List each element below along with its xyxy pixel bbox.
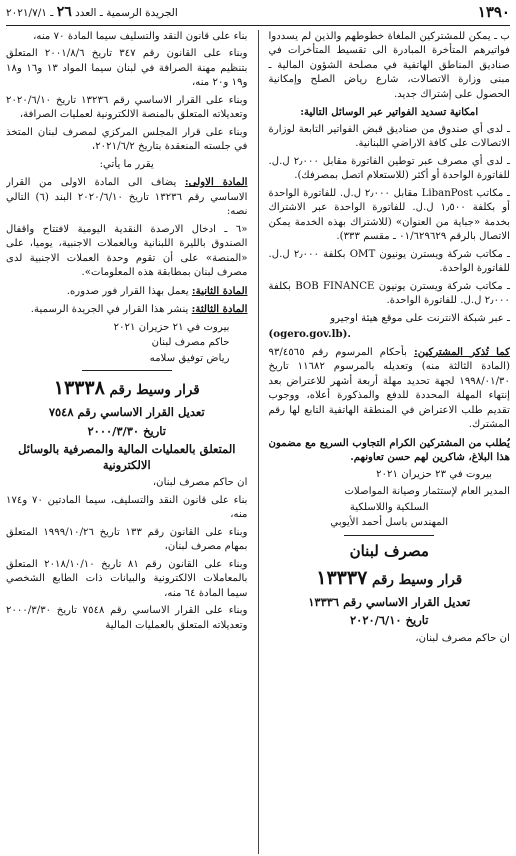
signature-title: السلكية واللاسلكية xyxy=(349,501,429,513)
article-3 xyxy=(6,302,248,317)
left-column xyxy=(6,30,248,854)
signature-name: المهندس باسل أحمد الأيوبي xyxy=(330,517,449,529)
website-link: (ogero.gov.lb). xyxy=(268,328,351,341)
quoted-clause: «٦ ـ ادخال الارصدة النقدية اليومية لافتتاح واقفال الصندوق بالليرة اللبنانية وبالعملات الاجنبية، يوميا، على «المنصة» على أن تقوم وحدة العملات الاجنبية لدى مصرف لبنان بمطابقة هذه المعلومات». xyxy=(6,223,248,279)
article-label: المادة الاولى: xyxy=(184,176,248,189)
article-label: المادة الثالثة: xyxy=(191,303,248,316)
paragraph: وبناء على القانون رقم ٨١ تاريخ ٢٠١٨/١٠/١٠ المتعلق بالمعاملات الالكترونية والبيانات ذات الطابع الشخصي سيما المادة ٦٤ منه، xyxy=(6,558,248,599)
signature-name: رياض توفيق سلامه xyxy=(149,352,230,364)
paragraph: وبناء على قرار المجلس المركزي لمصرف لبنان المتخذ في جلسته المنعقدة بتاريخ ٢٠٢١/٦/٢، xyxy=(6,126,248,153)
paragraph: وبناء على القانون رقم ١٣٣ تاريخ ١٩٩٩/١٠/٢٦ المتعلق بمهام مصرف لبنان، xyxy=(6,526,248,553)
decides-line: يقرر ما يأتي: xyxy=(99,158,154,170)
bank-title: مصرف لبنان xyxy=(349,541,429,560)
issue-date: ـ ٢٠٢١/٧/١ xyxy=(6,7,54,20)
list-item: ـ مكاتب شركة ويسترن يونيون OMT بكلفة ٢٫٠٠٠ ل.ل. للفاتورة الواحدة. xyxy=(268,248,510,275)
list-item: ـ لدى أي مصرف عبر توطين الفاتورة مقابل ٢٫٠٠٠ ل.ل. للفاتورة الواحدة أو أكثر (للاستعلام اتصل بمصرفك). xyxy=(268,155,510,182)
paragraph: ب ـ يمكن للمشتركين الملغاة خطوطهم والذين لم يسددوا فواتيرهم المتأخرة المبادرة الى تقسيط المتأخرات في صناديق المناطق الهاتفية في مصلحة الشؤون المالية ـ مبنى وزارة الاتصالات، شارع رياض الصلح وإمكانية الحصول على إشتراك جديد. xyxy=(268,31,510,100)
paragraph: ان حاكم مصرف لبنان، xyxy=(152,477,248,489)
section-heading: امكانية تسديد الفواتير عبر الوسائل التالية: xyxy=(300,106,479,119)
page-header xyxy=(6,4,510,26)
decision-prefix: قرار وسيط رقم xyxy=(109,382,200,399)
article-body: يضاف الى المادة الاولى من القرار الاساسي رقم ١٣٢٣٦ تاريخ ٢٠٢٠/٦/١٠ البند (٦) التالي نصه: xyxy=(6,177,248,218)
reminder-paragraph xyxy=(268,345,510,433)
column-divider xyxy=(258,30,259,854)
decision-date: تاريخ ٢٠٢٠/٦/١٠ xyxy=(349,613,429,628)
issue-number: ٢٦ xyxy=(56,4,72,21)
gazette-title xyxy=(6,3,178,23)
paragraph: بناء على قانون النقد والتسليف سيما المادة ٧٠ منه، xyxy=(33,31,248,42)
page-number: ١٣٩٠ xyxy=(477,2,510,21)
decision-amend: تعديل القرار الاساسي رقم ٧٥٤٨ xyxy=(48,405,205,420)
article-body: يعمل بهذا القرار فور صدوره. xyxy=(66,285,192,297)
decision-date: تاريخ ٢٠٠٠/٣/٣٠ xyxy=(87,423,166,438)
reminder-body: بأحكام المرسوم رقم ٩٣/٤٥٦٥ (المادة الثالثة منه) وتعديله بالمرسوم ١١٦٨٢ تاريخ ١٩٩٨/٠١/٣٠ لجهة تحديد مهلة أربعة أشهر للاعتراض بعد إنتهاء المهلة المحددة للدفع والمذكورة أعلاه، ووجوب تقديم طلب الاعتراض في المنطقة الهاتفية التابع لها رقم المشترك. xyxy=(268,346,510,431)
decision-number: ١٣٣٣٨ xyxy=(53,377,105,400)
article-2 xyxy=(6,284,248,299)
gazette-title-prefix: الجريدة الرسمية ـ العدد xyxy=(75,7,178,20)
decision-title xyxy=(6,375,248,402)
list-item: ـ لدى أي صندوق من صناديق قبض الفواتير التابعة لوزارة الاتصالات على كافة الاراضي اللبنانية. xyxy=(268,123,510,150)
place-date: بيروت في ٢١ حزيران ٢٠٢١ xyxy=(113,321,230,333)
signature-title: المدير العام لإستثمار وصيانة المواصلات xyxy=(344,486,510,498)
signature-title: حاكم مصرف لبنان xyxy=(151,337,230,349)
list-item: ـ مكاتب LibanPost مقابل ٢٫٠٠٠ ل.ل. للفاتورة الواحدة أو بكلفة ١٫٥٠٠ ل.ل. للفاتورة الواحدة عبر الاشتراك بخدمة «جباية من العنوان» (للاشتراك بهذه الخدمة يمكن الاتصال بالرقم ٠١/٦٢٩٦٢٩ ـ مقسم ٣٣٣). xyxy=(268,187,510,243)
article-1 xyxy=(6,175,248,219)
article-label: المادة الثانية: xyxy=(191,284,248,297)
request-paragraph: يُطلب من المشتركين الكرام التجاوب السريع مع مضمون هذا البلاغ، شاكرين لهم حسن تعاونهم. xyxy=(268,436,510,464)
decision-subject: المتعلق بالعمليات المالية والمصرفية بالوسائل الالكترونية xyxy=(18,442,236,472)
paragraph: وبناء على القرار الاساسي رقم ١٣٢٣٦ تاريخ ٢٠٢٠/٦/١٠ وتعديلاته المتعلق بالمنصة الالكترونية لعمليات الصرافة، xyxy=(6,94,248,121)
article-body: ينشر هذا القرار في الجريدة الرسمية. xyxy=(30,304,192,316)
decision-amend: تعديل القرار الاساسي رقم ١٣٣٣٦ xyxy=(308,594,471,609)
reminder-lead: كما تُذكر المشتركين: xyxy=(413,345,510,358)
paragraph: بناء على قانون النقد والتسليف، سيما المادتين ٧٠ و١٧٤ منه، xyxy=(6,494,248,521)
decision-number: ١٣٣٣٧ xyxy=(316,566,368,589)
paragraph: وبناء على القرار الاساسي رقم ٧٥٤٨ تاريخ ٢٠٠٠/٣/٣٠ وتعديلاته المتعلق بالعمليات المالية xyxy=(6,605,248,631)
decision-prefix: قرار وسيط رقم xyxy=(371,571,463,588)
place-date: بيروت في ٢٣ حزيران ٢٠٢١ xyxy=(376,468,492,480)
columns xyxy=(6,26,510,854)
separator-rule xyxy=(344,535,434,536)
list-item: ـ مكاتب شركة ويسترن يونيون BOB FINANCE بكلفة ٢٫٠٠٠ ل.ل. للفاتورة الواحدة. xyxy=(268,280,510,307)
paragraph: وبناء على القانون رقم ٣٤٧ تاريخ ٢٠٠١/٨/٦ المتعلق بتنظيم مهنة الصرافة في لبنان سيما المواد ١٣ و١٦ و١٨ و١٩ و٢٠ منه، xyxy=(6,48,248,89)
list-item: ـ عبر شبكة الانترنت على موقع هيئة اوجيرو xyxy=(330,312,510,324)
right-column xyxy=(268,30,510,854)
paragraph: ان حاكم مصرف لبنان، xyxy=(415,632,510,644)
decision-title xyxy=(268,565,510,592)
separator-rule xyxy=(82,370,172,371)
